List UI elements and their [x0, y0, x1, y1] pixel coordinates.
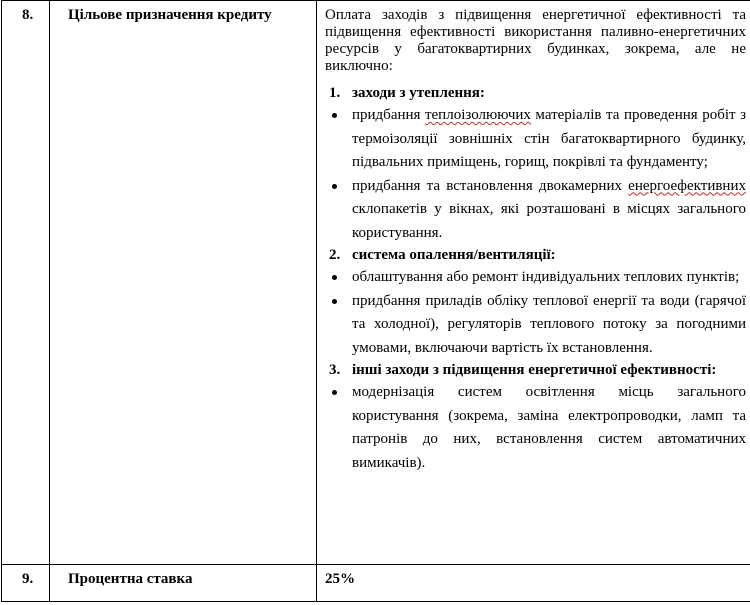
section-title: заходи з утеплення:	[352, 85, 485, 101]
list-item	[325, 266, 746, 290]
row-number: 8.	[22, 7, 34, 23]
section-heading	[325, 245, 746, 266]
row-number: 9.	[22, 571, 34, 587]
bullet-icon	[332, 113, 337, 118]
row-number-cell	[2, 565, 50, 602]
section-title: інші заходи з підвищення енергетичної ефективності:	[352, 362, 717, 378]
item-text: придбання	[352, 107, 425, 123]
sections-list	[325, 83, 746, 475]
bullet-icon	[332, 275, 337, 280]
bullet-icon	[332, 184, 337, 189]
section-item	[325, 360, 746, 475]
section-number: 3.	[329, 362, 341, 378]
section-item	[325, 83, 746, 245]
section-heading	[325, 360, 746, 381]
item-text: матеріалів та проведення робіт з термоізоляції зовнішніх стін багатоквартирного будинку, підвальних приміщень, горищ, покрівлі та фундаменту;	[352, 107, 747, 170]
row-content-cell	[317, 565, 750, 602]
section-heading	[325, 83, 746, 104]
purpose-intro: Оплата заходів з підвищення енергетичної ефективності та підвищення ефективності використання паливно-енергетичних ресурсів у багатоквартирних будинках, зокрема, але не виключно:	[325, 7, 746, 74]
list-item	[325, 104, 746, 175]
section-number: 1.	[329, 85, 341, 101]
bullet-list	[325, 381, 746, 475]
row-content-cell	[317, 1, 750, 565]
row-label: Цільове призначення кредиту	[68, 7, 272, 23]
table-row	[2, 1, 750, 565]
list-item	[325, 381, 746, 475]
row-label: Процентна ставка	[68, 571, 193, 587]
section-title: система опалення/вентиляції:	[352, 247, 556, 263]
item-text: облаштування або ремонт індивідуальних теплових пунктів;	[352, 269, 740, 285]
table-row	[2, 565, 750, 602]
document-table	[1, 0, 750, 602]
interest-rate-value: 25%	[325, 571, 355, 587]
spellcheck-word: енергоефективних	[628, 177, 746, 194]
item-text: придбання приладів обліку теплової енергії та води (гарячої та холодної), регуляторів теплового потоку за погодними умовами, включаючи вартість їх встановлення.	[352, 292, 746, 356]
item-text: склопакетів у вікнах, які розташовані в місцях загального користування.	[352, 201, 746, 241]
bullet-icon	[332, 299, 337, 304]
row-number-cell	[2, 1, 50, 565]
item-text: придбання та встановлення двокамерних	[352, 177, 629, 194]
section-item	[325, 245, 746, 360]
section-number: 2.	[329, 247, 341, 263]
list-item	[325, 175, 746, 246]
item-text: модернізація систем освітлення місць загального користування (зокрема, заміна електропроводки, ламп та патронів до них, встановлення систем автоматичних вимикачів).	[352, 384, 746, 471]
bullet-list	[325, 266, 746, 360]
list-item	[325, 290, 746, 361]
bullet-icon	[332, 390, 337, 395]
row-label-cell	[50, 565, 317, 602]
spellcheck-word: теплоізолюючих	[424, 107, 531, 123]
bullet-list	[325, 104, 746, 245]
row-label-cell	[50, 1, 317, 565]
